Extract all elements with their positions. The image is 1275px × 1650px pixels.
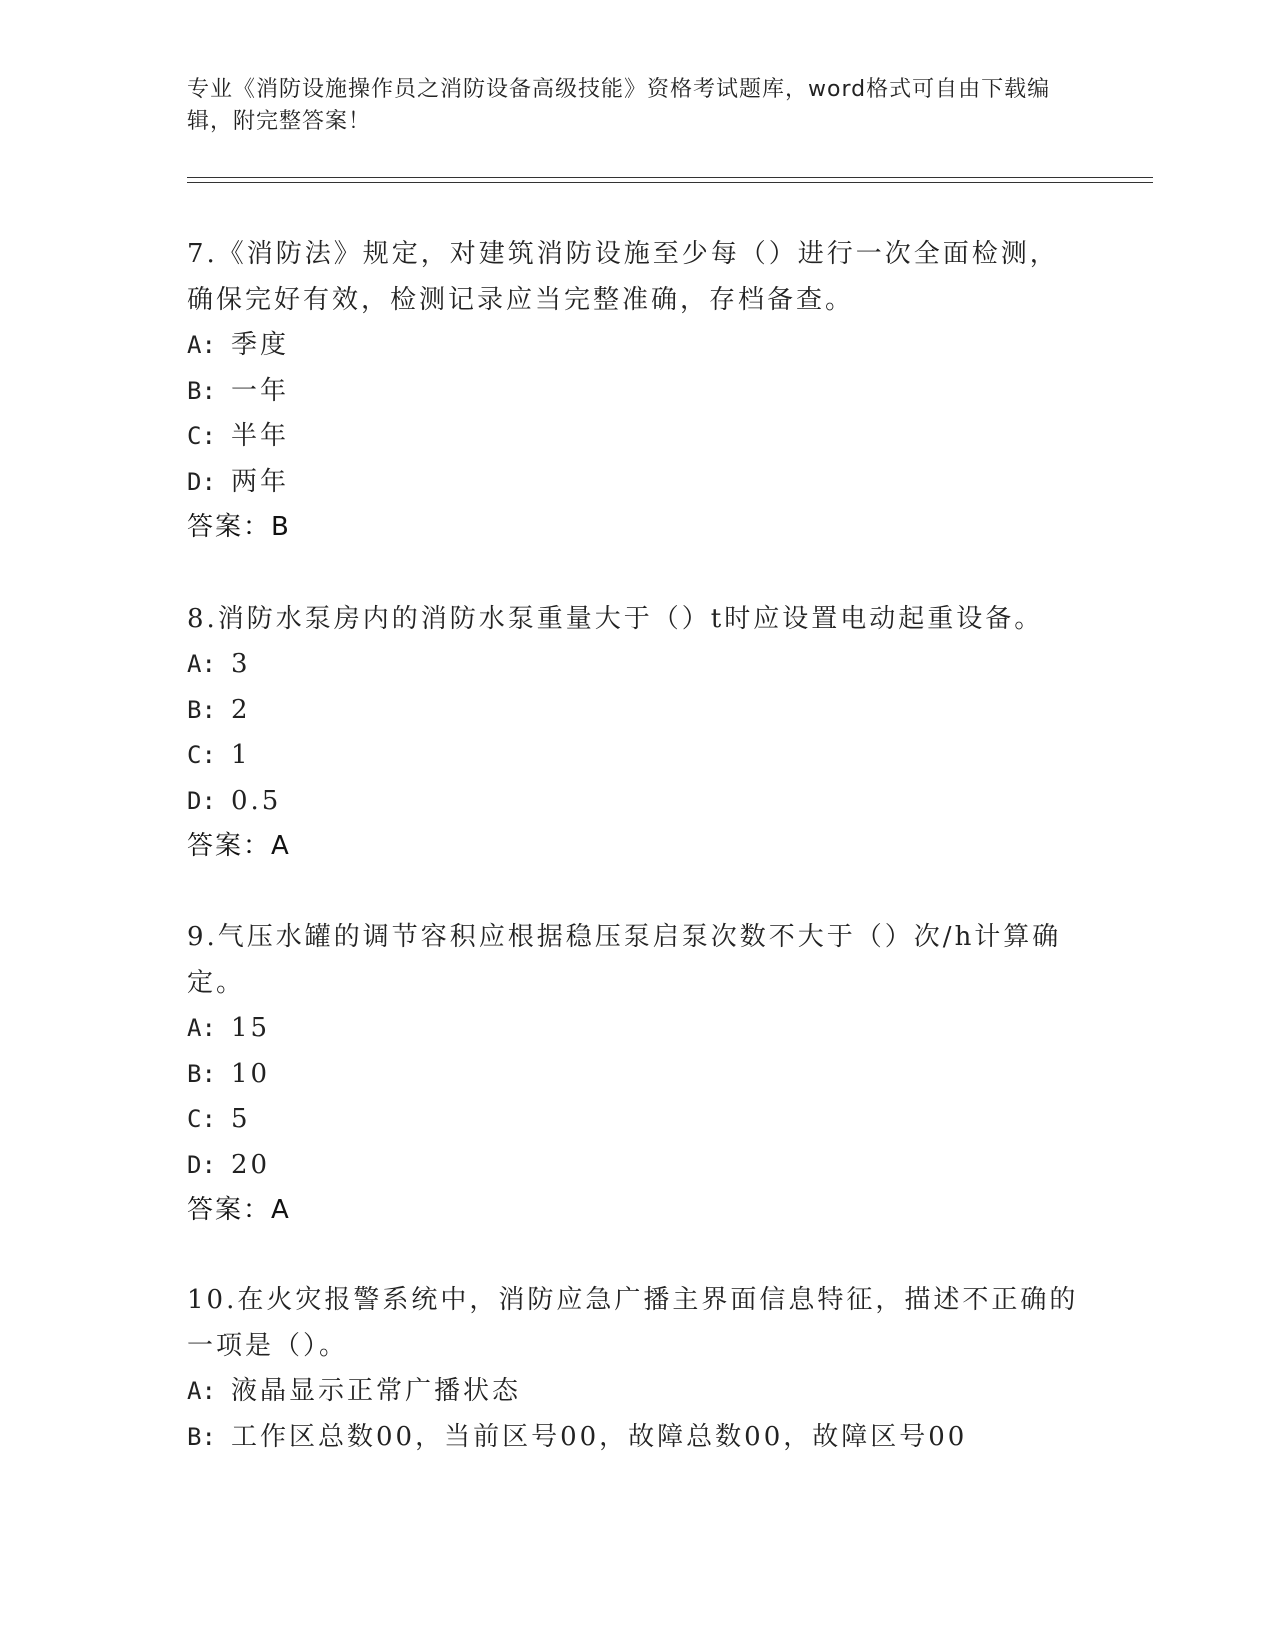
header-divider-top	[187, 177, 1153, 178]
option-a	[187, 323, 1087, 369]
option-text: 5	[231, 1104, 251, 1134]
option-text: 15	[231, 1013, 271, 1043]
option-c	[187, 414, 1087, 460]
option-text: 1	[231, 740, 251, 770]
answer: 答案：A	[187, 1195, 291, 1225]
option-label: B:	[187, 695, 216, 724]
option-label: A:	[187, 331, 216, 359]
option-label: A:	[187, 1014, 216, 1042]
option-text: 季度	[231, 330, 290, 360]
option-b	[187, 1415, 1087, 1461]
option-b	[187, 369, 1087, 415]
option-label: A:	[187, 650, 216, 678]
option-text: 10	[231, 1058, 271, 1089]
option-label: B:	[187, 376, 216, 405]
option-d	[187, 1143, 1087, 1189]
question-stem: 8.消防水泵房内的消防水泵重量大于（）t时应设置电动起重设备。	[187, 604, 1044, 634]
answer: 答案：A	[187, 831, 291, 861]
question-9	[187, 914, 1087, 1234]
option-text: 工作区总数00，当前区号00，故障总数00，故障区号00	[231, 1421, 968, 1452]
option-c	[187, 1097, 1087, 1143]
question-7	[187, 231, 1087, 551]
document-header: 专业《消防设施操作员之消防设备高级技能》资格考试题库，word格式可自由下载编辑，附完整答案！	[187, 77, 1051, 134]
question-8	[187, 596, 1087, 870]
option-label: C:	[187, 422, 216, 450]
option-text: 20	[231, 1149, 271, 1180]
option-a	[187, 1369, 1087, 1415]
option-b	[187, 688, 1087, 734]
option-text: 一年	[231, 375, 290, 406]
option-label: D:	[187, 467, 216, 496]
option-label: C:	[187, 741, 216, 769]
option-text: 0.5	[231, 785, 282, 816]
option-label: A:	[187, 1377, 216, 1405]
option-label: D:	[187, 786, 216, 815]
option-label: B:	[187, 1059, 216, 1088]
answer: 答案：B	[187, 512, 291, 542]
option-label: D:	[187, 1150, 216, 1179]
question-stem: 10.在火灾报警系统中，消防应急广播主界面信息特征，描述不正确的一项是（）。	[187, 1285, 1079, 1361]
option-c	[187, 733, 1087, 779]
question-stem: 9.气压水罐的调节容积应根据稳压泵启泵次数不大于（）次/h计算确定。	[187, 922, 1062, 998]
option-label: C:	[187, 1105, 216, 1133]
option-text: 2	[231, 694, 251, 725]
option-text: 两年	[231, 466, 290, 497]
option-text: 液晶显示正常广播状态	[231, 1376, 522, 1406]
option-text: 半年	[231, 421, 290, 451]
option-a	[187, 642, 1087, 688]
option-a	[187, 1006, 1087, 1052]
option-b	[187, 1052, 1087, 1098]
option-d	[187, 460, 1087, 506]
question-stem: 7.《消防法》规定，对建筑消防设施至少每（）进行一次全面检测，确保完好有效，检测记录应当完整准确，存档备查。	[187, 239, 1059, 315]
header-divider-bottom	[187, 182, 1153, 183]
option-label: B:	[187, 1422, 216, 1451]
option-d	[187, 779, 1087, 825]
option-text: 3	[231, 649, 251, 679]
question-10	[187, 1277, 1087, 1460]
